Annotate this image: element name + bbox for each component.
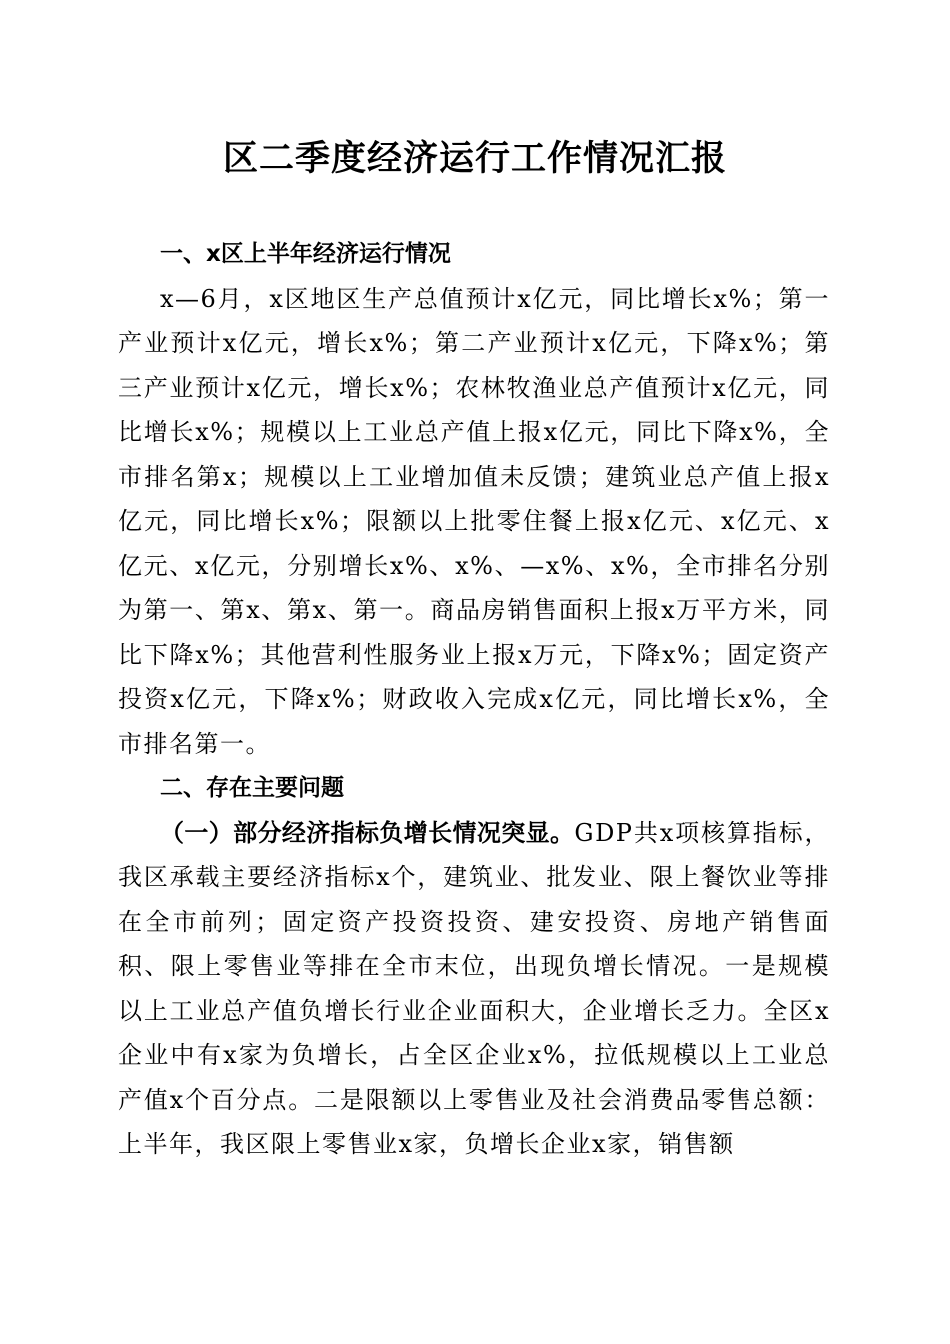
section-paragraph-1: x—6月，x区地区生产总值预计x亿元，同比增长x%；第一产业预计x亿元，增长x%；第二产业预计x亿元，下降x%；第三产业预计x亿元，增长x%；农林牧渔业总产值预计x亿元，同比增长x%；规模以上工业总产值上报x亿元，同比下降x%，全市排名第x；规模以上工业增加值未反馈；建筑业总产值上报x亿元，同比增长x%；限额以上批零住餐上报x亿元、x亿元、x亿元、x亿元，分别增长x%、x%、—x%、x%，全市排名分别为第一、第x、第x、第一。商品房销售面积上报x万平方米，同比下降x%；其他营利性服务业上报x万元，下降x%；固定资产投资x亿元，下降x%；财政收入完成x亿元，同比增长x%，全市排名第一。 xyxy=(118,284,830,758)
section-paragraph-2 xyxy=(118,811,830,1167)
section-heading-1: 一、x区上半年经济运行情况 xyxy=(160,241,451,267)
subsection-body-1: GDP共x项核算指标，我区承载主要经济指标x个，建筑业、批发业、限上餐饮业等排在全市前列；固定资产投资投资、建安投资、房地产销售面积、限上零售业等排在全市末位，出现负增长情况。一是规模以上工业总产值负增长行业企业面积大，企业增长乏力。全区x企业中有x家为负增长，占全区企业x%，拉低规模以上工业总产值x个百分点。二是限额以上零售业及社会消费品零售总额：上半年，我区限上零售业x家，负增长企业x家，销售额 xyxy=(118,818,830,1158)
section-heading-2: 二、存在主要问题 xyxy=(160,775,344,801)
subsection-heading-1: （一）部分经济指标负增长情况突显。 xyxy=(160,818,575,847)
document-title: 区二季度经济运行工作情况汇报 xyxy=(222,138,727,179)
document-body xyxy=(118,232,830,1167)
